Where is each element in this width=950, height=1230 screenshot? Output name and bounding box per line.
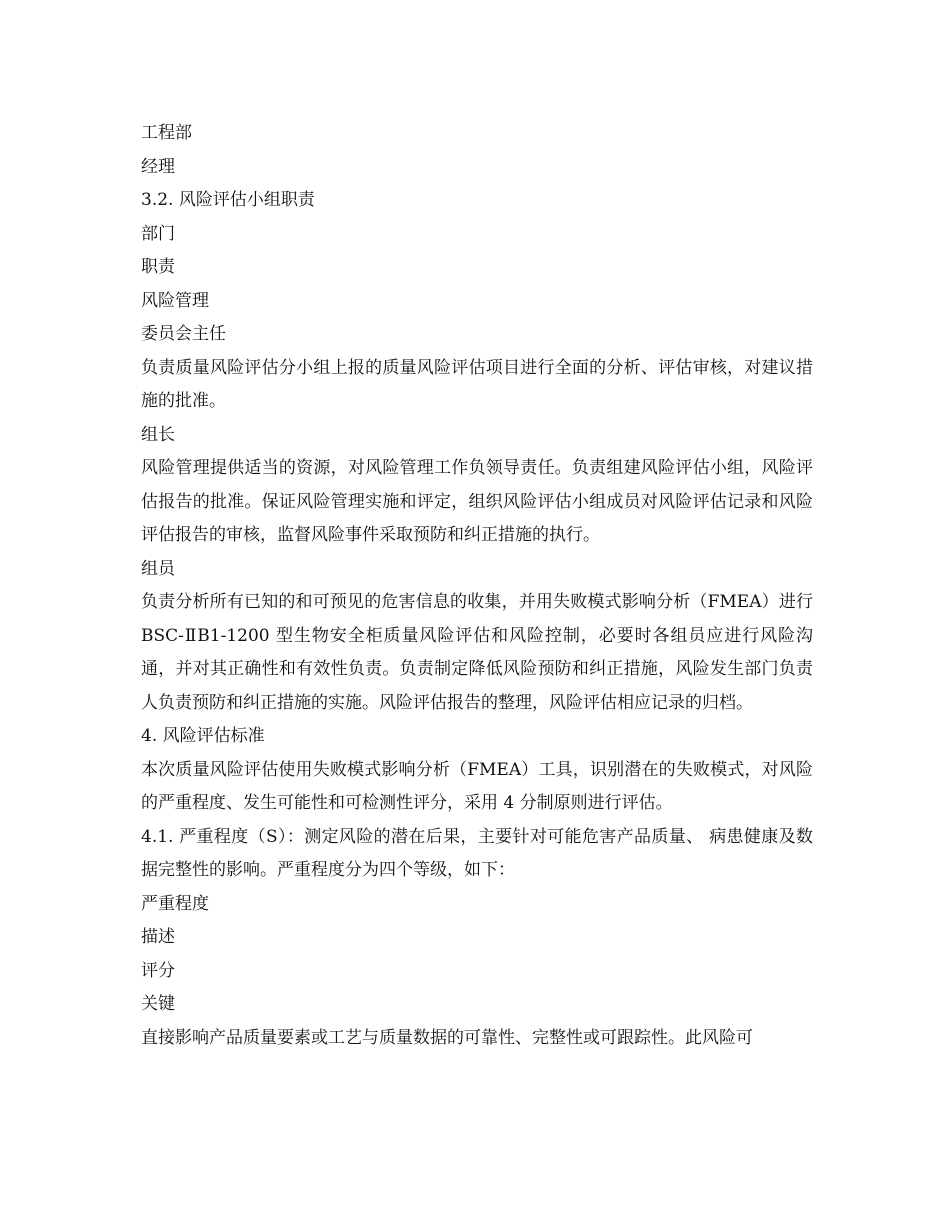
table-header-department: 部门 [141, 223, 175, 244]
role-committee-director: 委员会主任 [141, 324, 226, 344]
section-4-paragraph: 本次质量风险评估使用失败模式影响分析（FMEA）工具，识别潜在的失败模式，对风险的严重程度、发生可能性和可检测性评分，采用 4 分制原则进行评估。 [141, 759, 813, 813]
role-manager: 经理 [141, 156, 175, 177]
severity-critical-description: 直接影响产品质量要素或工艺与质量数据的可靠性、完整性或可跟踪性。此风险可 [141, 1027, 753, 1048]
table-header-duty: 职责 [141, 257, 175, 277]
severity-level-critical: 关键 [141, 994, 175, 1014]
table-header-description: 描述 [141, 927, 175, 947]
role-team-member: 组员 [141, 558, 175, 579]
role-team-leader: 组长 [141, 424, 175, 445]
section-4-1-paragraph: 4.1. 严重程度（S）：测定风险的潜在后果，主要针对可能危害产品质量、 病患健康及数据完整性的影响。严重程度分为四个等级，如下： [141, 826, 813, 880]
dept-engineering: 工程部 [141, 123, 192, 143]
section-heading-3-2: 3.2. 风险评估小组职责 [141, 190, 315, 210]
duty-team-member: 负责分析所有已知的和可预见的危害信息的收集，并用失败模式影响分析（FMEA）进行 BSC-ⅡB1-1200 型生物安全柜质量风险评估和风险控制，必要时各组员应进行风险沟通，并对其正确性和有效性负责。负责制定降低风险预防和纠正措施，风险发生部门负责人负责预防和纠正措施的实施。风险评估报告的整理，风险评估相应记录的归档。 [141, 592, 813, 713]
table-header-severity: 严重程度 [141, 893, 209, 914]
dept-risk-management: 风险管理 [141, 290, 209, 311]
table-header-score: 评分 [141, 960, 175, 981]
duty-team-leader: 风险管理提供适当的资源，对风险管理工作负领导责任。负责组建风险评估小组，风险评估报告的批准。保证风险管理实施和评定，组织风险评估小组成员对风险评估记录和风险评估报告的审核，监督风险事件采取预防和纠正措施的执行。 [141, 458, 813, 545]
duty-committee-director: 负责质量风险评估分小组上报的质量风险评估项目进行全面的分析、评估审核，对建议措施的批准。 [141, 357, 813, 411]
document-page [141, 117, 813, 1055]
section-heading-4: 4. 风险评估标准 [141, 726, 265, 746]
